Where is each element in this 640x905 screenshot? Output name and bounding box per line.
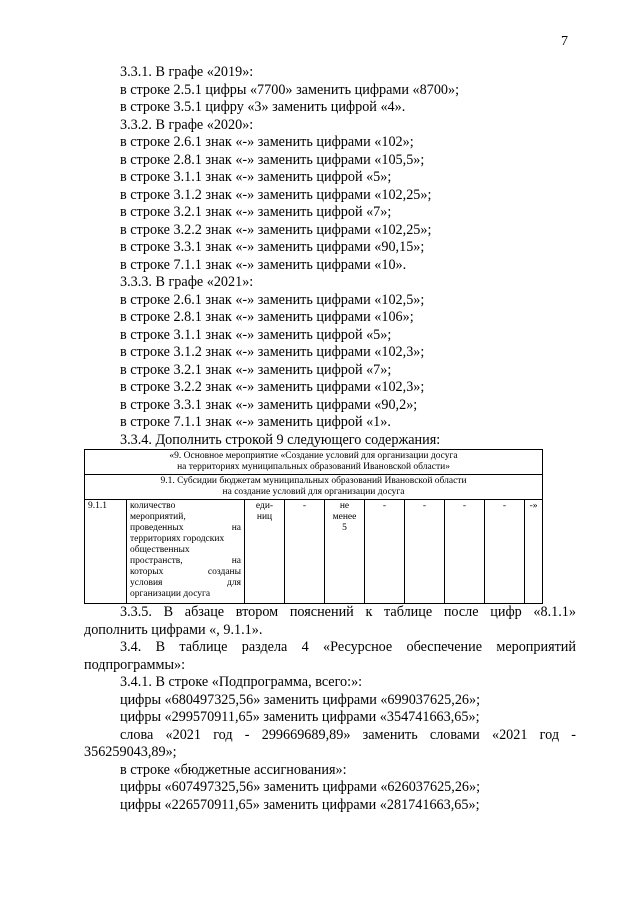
unit-line: ниц <box>256 512 273 522</box>
amendment-line: 3.3.4. Дополнить строкой 9 следующего содержания: <box>120 431 441 448</box>
header2-line1: 9.1. Субсидии бюджетам муниципальных образований Ивановской области <box>160 476 467 486</box>
table-row <box>85 500 543 604</box>
paragraph-335-cont: дополнить цифрами «, 9.1.1». <box>84 621 263 638</box>
main-activity-header <box>85 450 543 475</box>
amendment-line: цифры «680497325,56» заменить цифрами «699037625,26»; <box>120 691 481 708</box>
amendment-line: в строке 2.5.1 цифры «7700» заменить цифрами «8700»; <box>120 81 460 98</box>
desc-line: количество <box>130 501 176 511</box>
amendment-line: в строке 2.8.1 знак «-» заменить цифрами «105,5»; <box>120 151 425 168</box>
amendment-line: цифры «226570911,65» заменить цифрами «281741663,65»; <box>120 796 480 813</box>
cell-line: не <box>339 501 350 511</box>
table-header-row <box>85 450 543 475</box>
amendment-line: в строке 3.2.2 знак «-» заменить цифрами «102,3»; <box>120 379 425 395</box>
amendment-line: цифры «607497325,56» заменить цифрами «626037625,26»; <box>120 779 481 795</box>
amendment-line: цифры «299570911,65» заменить цифрами «354741663,65»; <box>120 709 480 725</box>
row-cell: -» <box>525 500 543 604</box>
document-body <box>84 64 576 814</box>
amendment-line: 3.3.1. В графе «2019»: <box>120 64 254 80</box>
amendment-line: в строке 3.1.2 знак «-» заменить цифрами «102,3»; <box>120 344 425 360</box>
amendment-line: в строке 3.1.1 знак «-» заменить цифрой «5»; <box>120 169 392 185</box>
inserted-table <box>84 449 543 604</box>
cell-line: 5 <box>342 523 347 533</box>
desc-line: проведенных на <box>130 523 241 533</box>
paragraph-34: 3.4. В таблице раздела 4 «Ресурсное обеспечение мероприятий <box>120 639 576 655</box>
desc-line: организации досуга <box>130 589 211 599</box>
amendment-line: в строке 7.1.1 знак «-» заменить цифрой «1». <box>120 414 391 430</box>
amendment-line: в строке 3.3.1 знак «-» заменить цифрами «90,15»; <box>120 239 425 255</box>
subsidy-header <box>85 475 543 500</box>
cell-line: менее <box>332 512 357 522</box>
row-cell: - <box>485 500 525 604</box>
amendment-line: 3.3.2. В графе «2020»: <box>120 116 254 133</box>
paragraph-words-cont: 356259043,89»; <box>84 744 177 760</box>
amendment-line: в строке 3.1.2 знак «-» заменить цифрами «102,25»; <box>120 186 432 203</box>
desc-line: которых созданы <box>130 567 241 577</box>
row-cell: - <box>405 500 445 604</box>
amendment-list-c <box>84 762 576 815</box>
amendments-continued <box>84 604 576 814</box>
amendment-line: в строке 3.2.1 знак «-» заменить цифрой «7»; <box>120 204 392 220</box>
row-cell: - <box>285 500 325 604</box>
paragraph-words: слова «2021 год - 299669689,89» заменить словами «2021 год - <box>120 726 576 743</box>
amendment-line: в строке 3.2.1 знак «-» заменить цифрой «7»; <box>120 361 392 378</box>
row-cell: - <box>445 500 485 604</box>
amendment-line: в строке «бюджетные ассигнования»: <box>120 761 347 778</box>
amendment-list-b <box>84 674 576 727</box>
row-unit <box>245 500 285 604</box>
amendment-line: в строке 3.3.1 знак «-» заменить цифрами «90,2»; <box>120 396 418 413</box>
amendment-line: в строке 2.6.1 знак «-» заменить цифрами «102»; <box>120 134 414 150</box>
amendment-line: 3.4.1. В строке «Подпрограмма, всего:»: <box>120 674 363 690</box>
header1-line2: на территориях муниципальных образований Ивановской области» <box>177 462 450 472</box>
desc-line: территориях городских <box>130 534 225 544</box>
header2-line2: на создание условий для организации досуга <box>222 487 405 497</box>
unit-line: еди- <box>255 501 274 511</box>
row-cell <box>325 500 365 604</box>
amendment-line: в строке 3.1.1 знак «-» заменить цифрой «5»; <box>120 326 392 343</box>
amendment-list-a <box>120 64 575 449</box>
amendment-line: 3.3.3. В графе «2021»: <box>120 274 254 290</box>
amendment-line: в строке 2.6.1 знак «-» заменить цифрами «102,5»; <box>120 291 425 308</box>
paragraph-335: 3.3.5. В абзаце втором пояснений к таблице после цифр «8.1.1» <box>120 604 576 620</box>
desc-line: пространств, на <box>130 556 241 566</box>
amendment-line: в строке 3.2.2 знак «-» заменить цифрами «102,25»; <box>120 221 432 238</box>
desc-line: мероприятий, <box>130 512 186 522</box>
page-number: 7 <box>561 34 568 49</box>
amendment-line: в строке 7.1.1 знак «-» заменить цифрами «10». <box>120 256 407 273</box>
amendment-line: в строке 2.8.1 знак «-» заменить цифрами «106»; <box>120 309 414 325</box>
row-cell: - <box>365 500 405 604</box>
table-subheader-row <box>85 475 543 500</box>
paragraph-34-cont: подпрограммы»: <box>84 656 186 673</box>
amendment-line: в строке 3.5.1 цифру «3» заменить цифрой «4». <box>120 99 406 115</box>
row-description <box>127 500 245 604</box>
header1-line1: «9. Основное мероприятие «Создание условий для организации досуга <box>169 451 458 461</box>
desc-line: условия для <box>130 578 241 588</box>
row-code: 9.1.1 <box>85 500 127 604</box>
desc-line: общественных <box>130 545 190 555</box>
